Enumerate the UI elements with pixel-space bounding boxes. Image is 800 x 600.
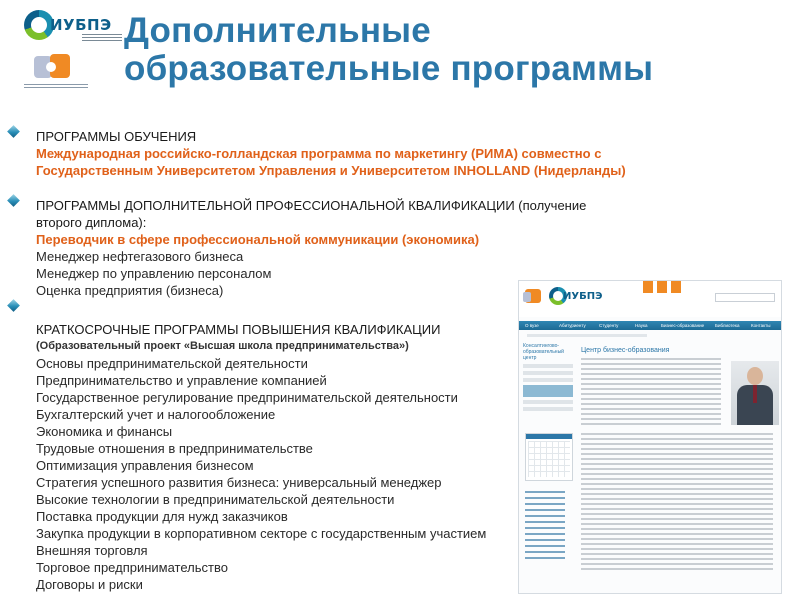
list-item: Стратегия успешного развития бизнеса: универсальный менеджер — [36, 475, 442, 490]
title-line-1: Дополнительные — [124, 11, 431, 50]
highlight-text: Государственным Университетом Управления и Университетом INHOLLAND (Нидерланды) — [36, 163, 626, 178]
list-item: Менеджер нефтегазового бизнеса — [36, 249, 244, 264]
list-item: Предпринимательство и управление компанией — [36, 373, 327, 388]
list-item: Оптимизация управления бизнесом — [36, 458, 254, 473]
iubpe-logo — [24, 8, 112, 48]
section-heading — [36, 197, 586, 214]
puzzle-icon — [34, 54, 72, 80]
highlight-text: Переводчик в сфере профессиональной коммуникации (экономика) — [36, 232, 480, 247]
section-heading-note: (получение — [514, 198, 587, 213]
title-line-2: образовательные программы — [124, 49, 654, 88]
site-logo-abbr: ИУБПЭ — [563, 291, 603, 302]
site-nav-item: Студенту — [599, 323, 619, 328]
site-main — [581, 347, 773, 428]
list-item: Менеджер по управлению персоналом — [36, 266, 272, 281]
site-nav-item: О вузе — [525, 323, 539, 328]
page-title — [124, 12, 653, 88]
list-item: Государственное регулирование предпринимательской деятельности — [36, 390, 458, 405]
partner-logo-text-lines — [24, 84, 88, 90]
site-sidebar-title: Консалтингово-образовательный центр — [523, 343, 564, 361]
diamond-bullet-icon — [8, 300, 21, 313]
list-item: Закупка продукции в корпоративном секторе с государственным участием — [36, 526, 487, 541]
site-links — [525, 491, 565, 563]
section-heading: КРАТКОСРОЧНЫЕ ПРОГРАММЫ ПОВЫШЕНИЯ КВАЛИФИКАЦИИ — [36, 322, 441, 337]
site-sidebar — [523, 343, 573, 414]
list-item: Высокие технологии в предпринимательской деятельности — [36, 492, 395, 507]
section-note: (Образовательный проект «Высшая школа предпринимательства») — [36, 340, 409, 352]
partner-logo — [28, 54, 78, 92]
section-short-courses — [36, 321, 486, 593]
site-nav — [519, 321, 781, 330]
website-screenshot — [518, 280, 782, 594]
list-item: Внешняя торговля — [36, 543, 148, 558]
site-nav-item: Контакты — [751, 323, 771, 328]
site-nav-item: Библиотека — [715, 323, 740, 328]
site-nav-item: Абитуриенту — [559, 323, 586, 328]
logo-abbr: ИУБПЭ — [50, 16, 112, 34]
list-item: Бухгалтерский учет и налогообложение — [36, 407, 276, 422]
list-item: Оценка предприятия (бизнеса) — [36, 283, 224, 298]
site-calendar — [525, 433, 573, 481]
list-item: Поставка продукции для нужд заказчиков — [36, 509, 288, 524]
site-search-input — [715, 293, 775, 302]
section-heading: ПРОГРАММЫ ОБУЧЕНИЯ — [36, 129, 197, 144]
section-heading-cont: второго диплома): — [36, 215, 147, 230]
section-qualification — [36, 197, 586, 299]
site-list — [581, 433, 773, 573]
section-programs — [36, 128, 626, 179]
list-item: Торговое предпринимательство — [36, 560, 228, 575]
highlight-text: Международная российско-голландская программа по маркетингу (РИМА) совместно с — [36, 146, 602, 161]
list-item: Договоры и риски — [36, 577, 143, 592]
site-nav-item: Наука — [635, 323, 648, 328]
site-person-photo — [731, 361, 779, 425]
site-header-icons — [643, 281, 685, 294]
site-puzzle-icon — [525, 289, 541, 303]
section-heading-main: ПРОГРАММЫ ДОПОЛНИТЕЛЬНОЙ ПРОФЕССИОНАЛЬНОЙ КВАЛИФИКАЦИИ — [36, 198, 515, 213]
site-nav-item: Бизнес-образование — [661, 323, 705, 328]
list-item: Экономика и финансы — [36, 424, 173, 439]
site-main-title: Центр бизнес-образования — [581, 347, 670, 354]
diamond-bullet-icon — [8, 126, 21, 139]
logo-subtitle-lines — [82, 34, 122, 44]
site-breadcrumb — [527, 334, 647, 337]
site-header — [519, 281, 781, 317]
list-item: Трудовые отношения в предпринимательстве — [36, 441, 313, 456]
list-item: Основы предпринимательской деятельности — [36, 356, 308, 371]
diamond-bullet-icon — [8, 195, 21, 208]
